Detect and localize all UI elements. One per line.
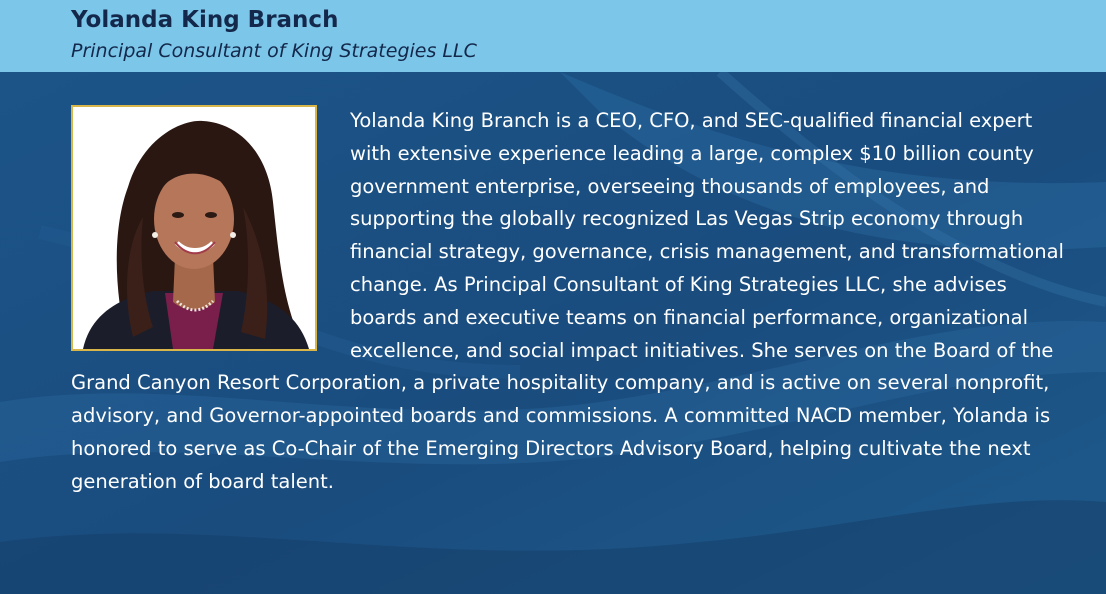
bio-paragraph (71, 105, 1071, 499)
portrait-photo (71, 105, 317, 351)
bio-text: Yolanda King Branch is a CEO, CFO, and SEC-qualified financial expert with extensive experience leading a large, complex $10 billion county government enterprise, overseeing thousands of employees, and supporting the globally recognized Las Vegas Strip economy through financial strategy, governance, crisis management, and transformational change. As Principal Consultant of King Strategies LLC, she advises boards and executive teams on financial performance, organizational excellence, and social impact initiatives. She serves on the Board of the Grand Canyon Resort Corporation, a private hospitality company, and is active on several nonprofit, advisory, and Governor-appointed boards and commissions. A committed NACD member, Yolanda is honored to serve as Co-Chair of the Emerging Directors Advisory Board, helping cultivate the next generation of board talent. (71, 109, 1064, 493)
person-title: Principal Consultant of King Strategies LLC (71, 40, 477, 62)
bio-panel (0, 72, 1106, 594)
header-banner (0, 0, 1106, 72)
person-name: Yolanda King Branch (71, 7, 339, 33)
portrait-illustration (73, 107, 315, 349)
